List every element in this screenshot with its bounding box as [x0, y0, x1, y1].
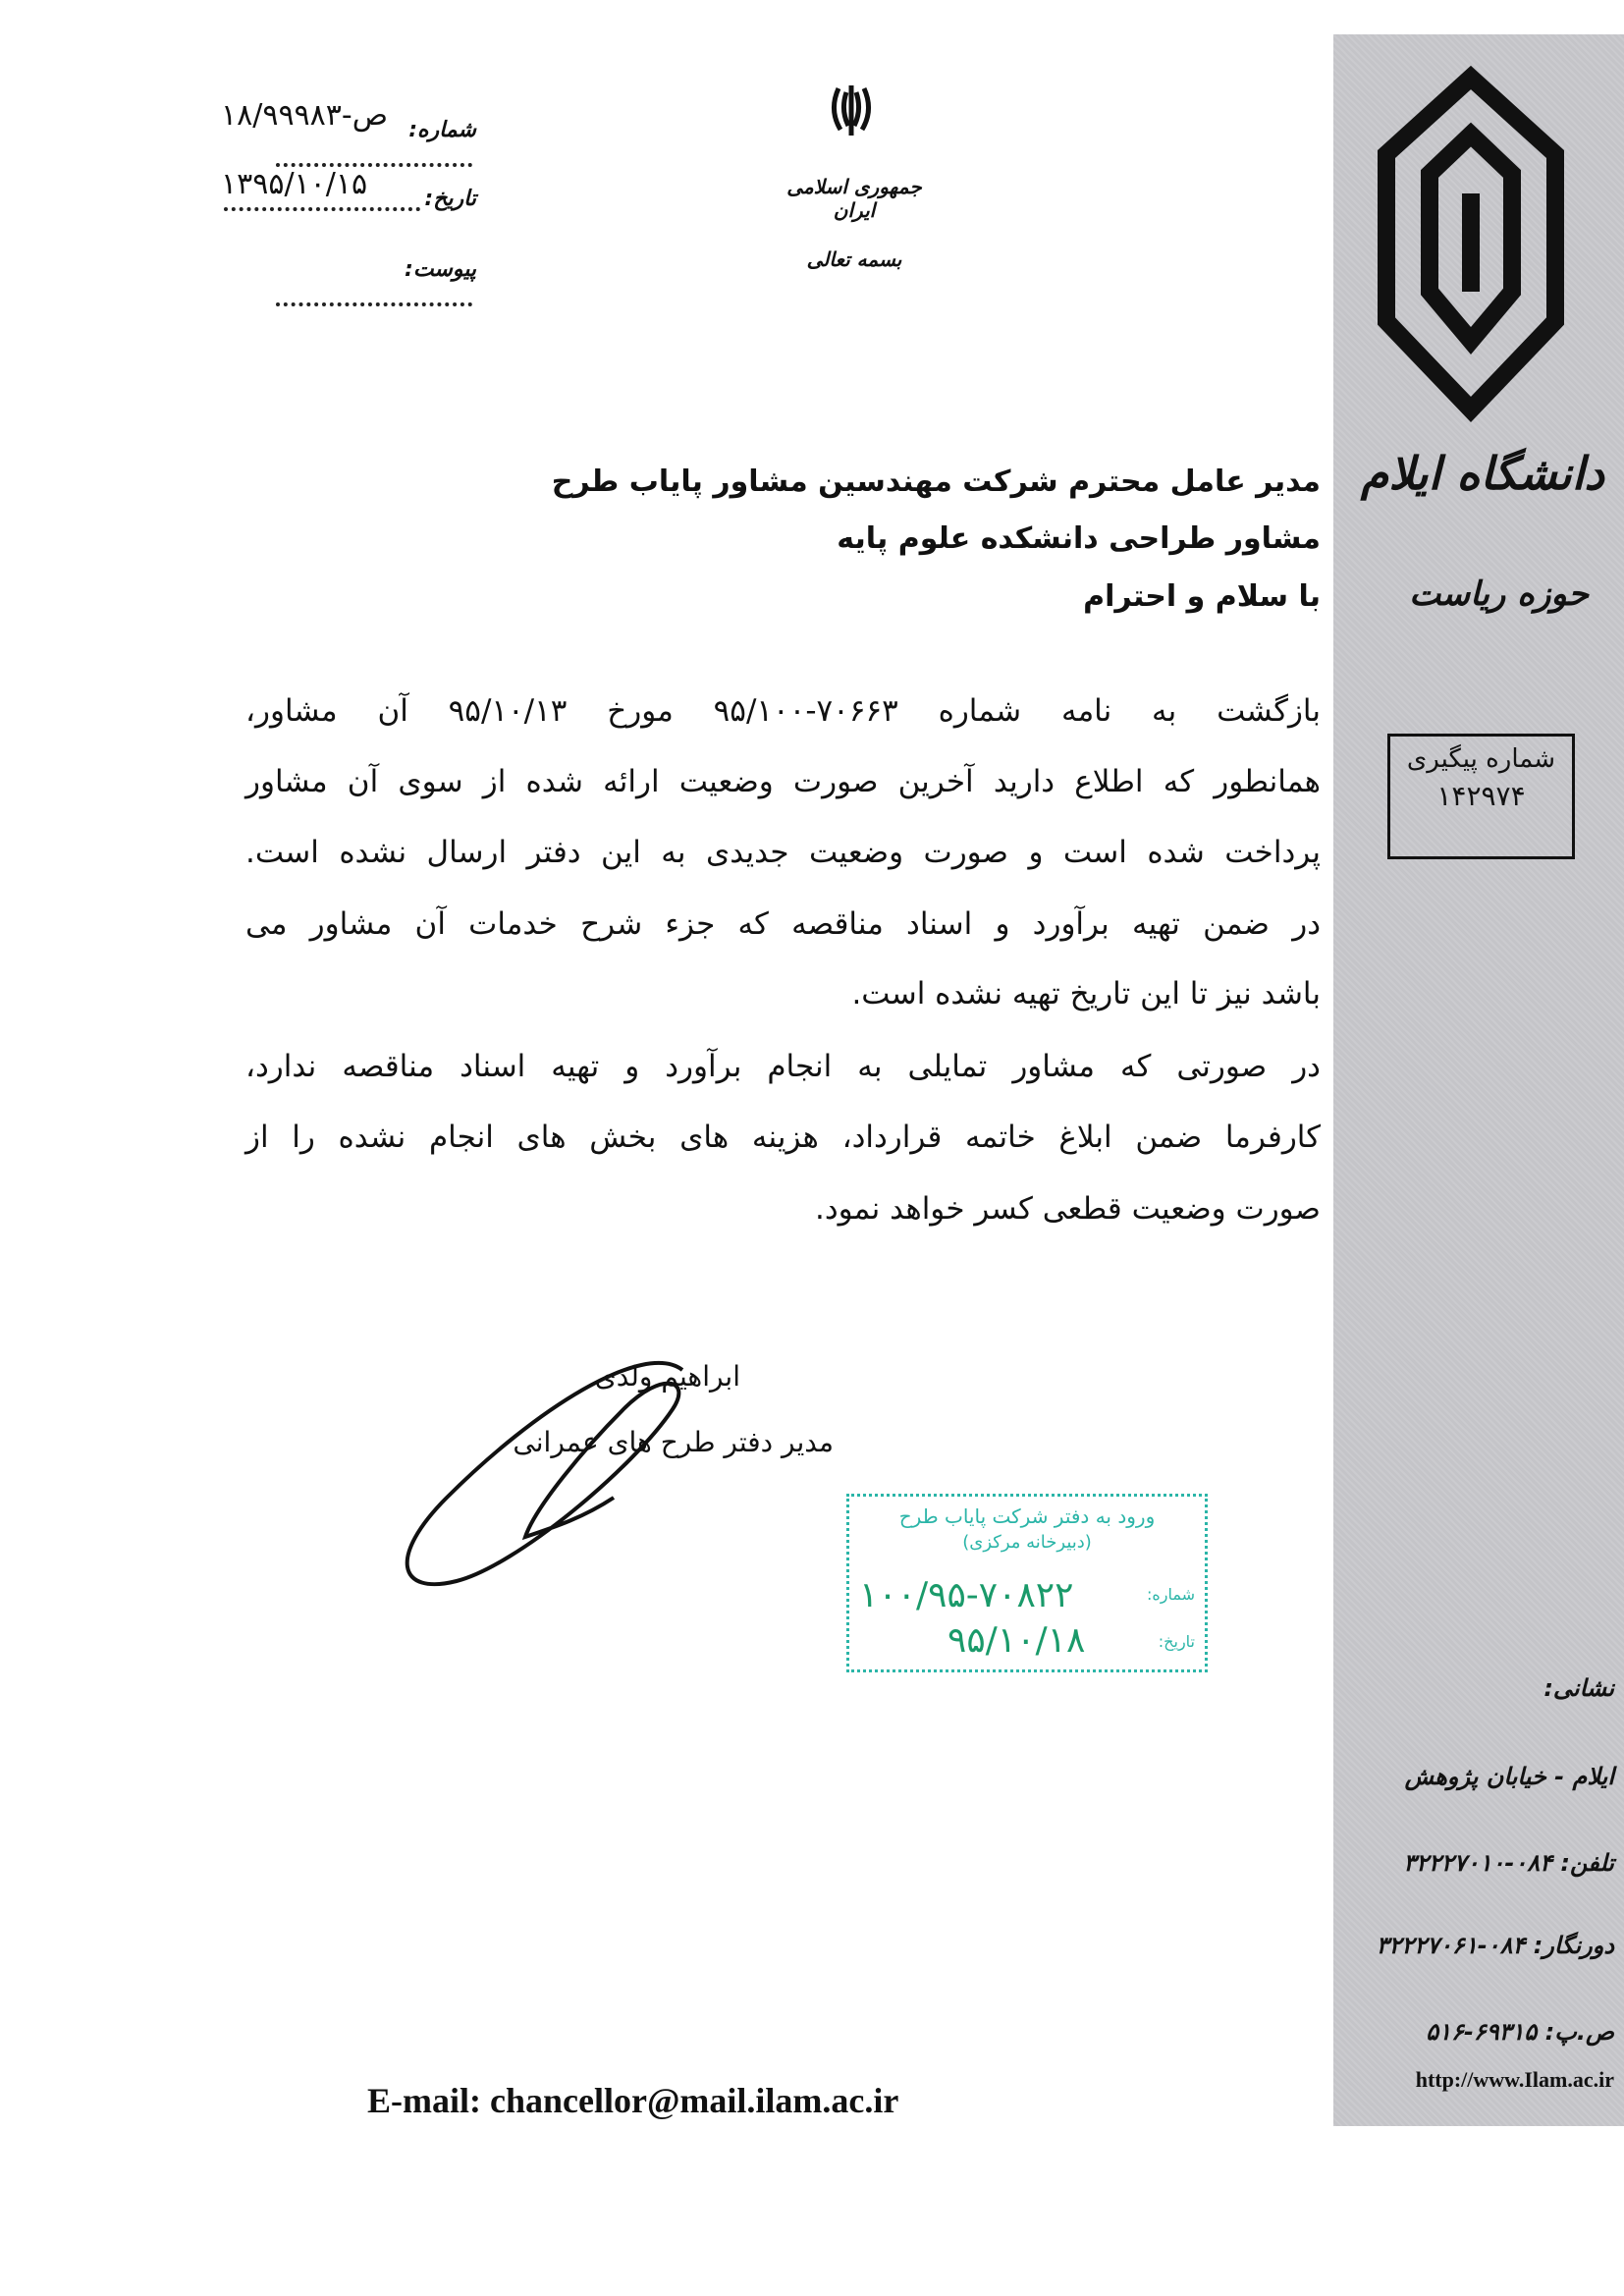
attachment-label: پیوست:	[405, 257, 476, 282]
recipient-line: مشاور طراحی دانشکده علوم پایه	[837, 521, 1321, 556]
receipt-stamp	[846, 1494, 1208, 1672]
tracking-label: شماره پیگیری	[1406, 744, 1556, 774]
invocation: بسمه تعالی	[806, 247, 902, 271]
fax: دورنگار: ۰۸۴-۳۲۲۲۷۰۶۱	[1376, 1932, 1614, 1959]
stamp-date-value: ۹۵/۱۰/۱۸	[947, 1620, 1086, 1661]
recipient-line: مدیر عامل محترم شرکت مهندسین مشاور پایاب طرح	[551, 465, 1321, 499]
body-line: بازگشت به نامه شماره ۷۰۶۶۳-۹۵/۱۰۰ مورخ ۹۵/۱۰/۱۳ آن مشاور،	[245, 693, 1321, 729]
body-line: پرداخت شده است و صورت وضعیت جدیدی به این دفتر ارسال نشده است.	[245, 835, 1321, 870]
stamp-subtitle: (دبیرخانه مرکزی)	[962, 1532, 1092, 1553]
contact-block	[1333, 1655, 1614, 2106]
stamp-date-label: تاریخ:	[1158, 1632, 1195, 1651]
stamp-number-label: شماره:	[1146, 1585, 1195, 1604]
stamp-number-value: ۱۰۰/۹۵-۷۰۸۲۲	[859, 1575, 1074, 1615]
greeting: با سلام و احترام	[1083, 579, 1321, 614]
address-label: نشانی:	[1543, 1674, 1614, 1702]
university-logo-icon	[1375, 66, 1567, 425]
tracking-number: ۱۴۲۹۷۴	[1436, 780, 1526, 812]
body-line: در ضمن تهیه برآورد و اسناد مناقصه که جزء شرح خدمات آن مشاور می	[245, 906, 1321, 942]
address: ایلام - خیابان پژوهش	[1404, 1763, 1614, 1790]
signer-title: مدیر دفتر طرح های عمرانی	[513, 1426, 834, 1458]
stamp-title: ورود به دفتر شرکت پایاب طرح	[898, 1504, 1156, 1528]
signer-name: ابراهیم ولدی	[594, 1360, 740, 1393]
body-line: در صورتی که مشاور تمایلی به انجام برآورد و تهیه اسناد مناقصه ندارد،	[245, 1049, 1321, 1084]
number-label: شماره:	[408, 118, 476, 142]
phone: تلفن: ۰۸۴-۳۲۲۲۷۰۱۰	[1403, 1849, 1614, 1877]
attachment-field	[211, 257, 476, 306]
letter-number-field	[211, 98, 476, 167]
date-value: ۱۳۹۵/۱۰/۱۵	[221, 167, 368, 201]
po-box: ص.پ: ۶۹۳۱۵-۵۱۶	[1426, 2018, 1614, 2046]
iran-emblem-icon	[827, 81, 876, 139]
date-label: تاریخ:	[424, 187, 476, 211]
footer-email[interactable]: E-mail: chancellor@mail.ilam.ac.ir	[367, 2081, 899, 2120]
body-line: باشد نیز تا این تاریخ تهیه نشده است.	[851, 976, 1321, 1011]
body-line: کارفرما ضمن ابلاغ خاتمه قرارداد، هزینه های بخش های انجام نشده را از	[245, 1120, 1321, 1155]
website-link[interactable]: http://www.Ilam.ac.ir	[1415, 2067, 1614, 2092]
letter-date-field	[211, 167, 476, 211]
office-name: حوزه ریاست	[1409, 574, 1589, 614]
emblem-caption: جمهوری اسلامی ایران	[786, 175, 922, 222]
university-name: دانشگاه ایلام	[1360, 447, 1604, 500]
body-line: همانطور که اطلاع دارید آخرین صورت وضعیت ارائه شده از سوی آن مشاور	[245, 764, 1321, 799]
tracking-box	[1387, 734, 1575, 859]
letterhead-sidebar	[1333, 34, 1624, 2126]
handwritten-signature-icon	[388, 1350, 712, 1606]
body-line: صورت وضعیت قطعی کسر خواهد نمود.	[815, 1191, 1321, 1227]
number-value: ۱۸/۹۹۹۸۳-ص	[221, 98, 389, 133]
